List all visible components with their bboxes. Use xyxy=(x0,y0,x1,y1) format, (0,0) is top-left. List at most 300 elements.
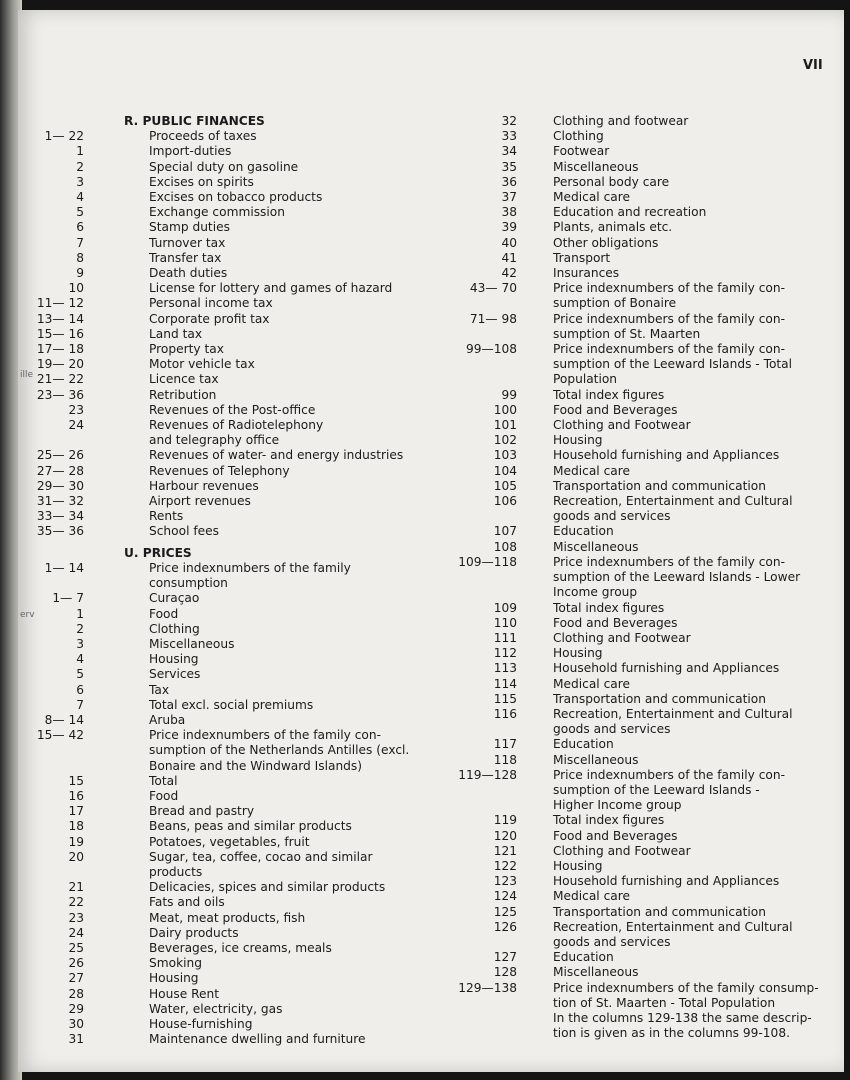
entry-label: Clothing and footwear xyxy=(553,114,689,128)
section-heading: R. PUBLIC FINANCES xyxy=(124,114,265,128)
entry-label: Household furnishing and Appliances xyxy=(553,448,780,463)
column-number: 120 xyxy=(493,828,517,843)
entry-label: Higher Income group xyxy=(553,798,682,813)
entry-label: Bonaire and the Windward Islands) xyxy=(149,758,363,773)
entry-label: Curaçao xyxy=(149,591,200,606)
column-number: 35— 36 xyxy=(36,524,84,539)
entry-label: Medical care xyxy=(553,676,630,691)
index-row xyxy=(36,220,409,235)
index-row xyxy=(36,418,409,433)
index-row xyxy=(36,357,409,372)
index-row xyxy=(36,591,409,606)
entry-label: Housing xyxy=(553,646,603,661)
column-number: 128 xyxy=(493,965,517,980)
entry-label: Price indexnumbers of the family con- xyxy=(553,281,786,296)
entry-label: Beans, peas and similar products xyxy=(149,819,352,834)
index-row xyxy=(36,190,409,205)
column-number: 7 xyxy=(76,235,84,250)
column-number: 18 xyxy=(68,819,84,834)
index-row xyxy=(423,160,819,175)
entry-label: Total index figures xyxy=(553,813,665,828)
entry-label: Excises on tobacco products xyxy=(149,190,323,205)
index-row xyxy=(36,576,409,591)
entry-label: Dairy products xyxy=(149,925,239,940)
index-row xyxy=(36,144,409,159)
entry-label: Other obligations xyxy=(553,235,659,250)
index-row xyxy=(36,895,409,910)
entry-label: Recreation, Entertainment and Cultural xyxy=(553,919,793,934)
column-number: 19— 20 xyxy=(36,357,84,372)
entry-label: Price indexnumbers of the family con- xyxy=(149,728,382,743)
index-row xyxy=(423,464,819,479)
left-column xyxy=(36,114,409,1047)
column-number: 106 xyxy=(493,494,517,509)
entry-label: Total index figures xyxy=(553,600,665,615)
column-number: 15— 16 xyxy=(36,326,84,341)
index-row xyxy=(36,342,409,357)
entry-label: In the columns 129-138 the same descrip- xyxy=(553,1010,812,1025)
column-number: 129—138 xyxy=(458,980,517,995)
column-number: 112 xyxy=(493,646,517,661)
column-number: 108 xyxy=(493,539,517,554)
entry-label: Meat, meat products, fish xyxy=(149,910,306,925)
column-number: 23— 36 xyxy=(36,387,84,402)
column-number: 121 xyxy=(493,843,517,858)
entry-label: sumption of the Leeward Islands - Total xyxy=(553,357,793,372)
index-row xyxy=(36,835,409,850)
index-row xyxy=(423,920,819,935)
column-number: 28 xyxy=(68,986,84,1001)
entry-label: Transfer tax xyxy=(149,250,222,265)
entry-label: sumption of Bonaire xyxy=(553,296,677,311)
index-row xyxy=(423,281,819,296)
column-number: 110 xyxy=(493,615,517,630)
column-number: 29 xyxy=(68,1001,84,1016)
index-row xyxy=(423,190,819,205)
entry-label: Footwear xyxy=(553,144,610,159)
entry-label: Price indexnumbers of the family xyxy=(149,560,351,575)
index-row xyxy=(36,175,409,190)
index-row xyxy=(423,403,819,418)
column-number xyxy=(36,759,84,774)
column-number: 42 xyxy=(501,266,517,281)
column-number: 8 xyxy=(76,250,84,265)
entry-label: Food xyxy=(149,788,179,803)
index-row xyxy=(423,175,819,190)
entry-label: Total xyxy=(149,773,178,788)
index-row xyxy=(36,971,409,986)
index-row xyxy=(423,783,819,798)
column-number: 27 xyxy=(68,971,84,986)
index-row xyxy=(36,941,409,956)
index-row xyxy=(36,448,409,463)
index-row xyxy=(423,114,819,129)
index-row xyxy=(423,965,819,980)
column-number: 26 xyxy=(68,956,84,971)
column-number: 119 xyxy=(493,813,517,828)
index-row xyxy=(423,479,819,494)
entry-label: Miscellaneous xyxy=(553,539,639,554)
index-row xyxy=(423,327,819,342)
entry-label: Turnover tax xyxy=(149,235,226,250)
index-row xyxy=(423,981,819,996)
column-number: 17 xyxy=(68,804,84,819)
section-heading: U. PRICES xyxy=(124,545,192,560)
entry-label: Price indexnumbers of the family con- xyxy=(553,554,786,569)
entry-label: Food and Beverages xyxy=(553,828,678,843)
column-number xyxy=(423,935,517,950)
index-row xyxy=(423,388,819,403)
entry-label: Potatoes, vegetables, fruit xyxy=(149,834,310,849)
column-number: 1— 14 xyxy=(44,560,84,575)
column-number xyxy=(423,570,517,585)
entry-label: Proceeds of taxes xyxy=(149,129,257,144)
section-heading-row xyxy=(36,546,409,561)
entry-label: Land tax xyxy=(149,326,203,341)
index-row xyxy=(36,880,409,895)
index-row xyxy=(36,403,409,418)
index-row xyxy=(423,205,819,220)
column-number: 34 xyxy=(501,144,517,159)
column-number: 22 xyxy=(68,895,84,910)
entry-label: Aruba xyxy=(149,712,186,727)
column-number: 10 xyxy=(68,281,84,296)
entry-label: sumption of the Leeward Islands - Lower xyxy=(553,570,801,585)
entry-label: Miscellaneous xyxy=(553,752,639,767)
index-row xyxy=(423,448,819,463)
entry-label: Transport xyxy=(553,250,611,265)
entry-label: Total excl. social premiums xyxy=(149,697,314,712)
column-number: 104 xyxy=(493,463,517,478)
entry-label: Corporate profit tax xyxy=(149,311,270,326)
entry-label: Medical care xyxy=(553,463,630,478)
index-row xyxy=(36,433,409,448)
column-number: 43— 70 xyxy=(469,281,517,296)
entry-label: sumption of the Leeward Islands - xyxy=(553,782,760,797)
index-row xyxy=(423,372,819,387)
column-number: 99—108 xyxy=(466,342,517,357)
entry-label: Clothing and Footwear xyxy=(553,843,691,858)
column-number: 119—128 xyxy=(458,767,517,782)
column-number: 2 xyxy=(76,159,84,174)
column-number: 31 xyxy=(68,1032,84,1047)
entry-label: Tax xyxy=(149,682,170,697)
column-number: 25— 26 xyxy=(36,448,84,463)
entry-label: Clothing xyxy=(553,129,604,144)
column-number: 100 xyxy=(493,402,517,417)
index-row xyxy=(36,509,409,524)
entry-label: Price indexnumbers of the family con- xyxy=(553,311,786,326)
column-number xyxy=(423,996,517,1011)
column-number xyxy=(423,1011,517,1026)
margin-fragment: ille xyxy=(20,370,34,380)
index-row xyxy=(36,312,409,327)
column-number: 5 xyxy=(76,667,84,682)
index-row xyxy=(423,540,819,555)
entry-label: School fees xyxy=(149,524,219,539)
entry-label: Services xyxy=(149,667,201,682)
column-number xyxy=(423,357,517,372)
page-number: VII xyxy=(803,58,823,73)
entry-label: Medical care xyxy=(553,889,630,904)
entry-label: Revenues of water- and energy industries xyxy=(149,448,404,463)
column-number: 123 xyxy=(493,874,517,889)
column-number: 1 xyxy=(76,606,84,621)
entry-label: Total index figures xyxy=(553,387,665,402)
column-number: 117 xyxy=(493,737,517,752)
index-row xyxy=(423,844,819,859)
index-row xyxy=(36,1002,409,1017)
index-row xyxy=(423,494,819,509)
column-number xyxy=(423,296,517,311)
entry-label: Food and Beverages xyxy=(553,402,678,417)
index-row xyxy=(36,494,409,509)
entry-label: Income group xyxy=(553,585,638,600)
column-number xyxy=(423,1026,517,1041)
column-number: 31— 32 xyxy=(36,494,84,509)
index-row xyxy=(36,479,409,494)
index-row xyxy=(423,251,819,266)
index-row xyxy=(423,601,819,616)
entry-label: Special duty on gasoline xyxy=(149,159,299,174)
column-number: 5 xyxy=(76,205,84,220)
column-number: 4 xyxy=(76,652,84,667)
entry-label: Population xyxy=(553,372,618,387)
index-row xyxy=(36,926,409,941)
column-number xyxy=(423,798,517,813)
index-row xyxy=(423,357,819,372)
entry-label: Sugar, tea, coffee, cocao and similar xyxy=(149,849,373,864)
column-number: 23 xyxy=(68,402,84,417)
column-number: 11— 12 xyxy=(36,296,84,311)
index-row xyxy=(423,889,819,904)
document-page xyxy=(18,10,844,1072)
entry-label: Beverages, ice creams, meals xyxy=(149,940,332,955)
index-row xyxy=(423,753,819,768)
index-row xyxy=(423,661,819,676)
entry-label: Harbour revenues xyxy=(149,478,259,493)
entry-label: Rents xyxy=(149,509,184,524)
index-row xyxy=(36,713,409,728)
index-row xyxy=(423,1026,819,1041)
column-number xyxy=(423,327,517,342)
index-row xyxy=(36,129,409,144)
column-number: 39 xyxy=(501,220,517,235)
entry-label: Revenues of the Post-office xyxy=(149,402,316,417)
column-number: 36 xyxy=(501,174,517,189)
entry-label: Delicacies, spices and similar products xyxy=(149,880,386,895)
index-row xyxy=(36,743,409,758)
index-row xyxy=(36,819,409,834)
column-number: 8— 14 xyxy=(44,712,84,727)
entry-label: Education xyxy=(553,737,614,752)
entry-label: goods and services xyxy=(553,934,671,949)
entry-label: Transportation and communication xyxy=(553,478,766,493)
entry-label: Death duties xyxy=(149,266,228,281)
index-row xyxy=(423,874,819,889)
column-number: 6 xyxy=(76,220,84,235)
column-number: 107 xyxy=(493,524,517,539)
entry-label: Motor vehicle tax xyxy=(149,357,255,372)
margin-fragment: erv xyxy=(20,610,35,620)
entry-label: Import-duties xyxy=(149,144,232,159)
index-row xyxy=(423,1011,819,1026)
entry-label: tion is given as in the columns 99-108. xyxy=(553,1026,790,1041)
column-number xyxy=(36,865,84,880)
entry-label: products xyxy=(149,864,203,879)
entry-label: Housing xyxy=(553,433,603,448)
index-row xyxy=(423,829,819,844)
column-number: 103 xyxy=(493,448,517,463)
index-row xyxy=(36,372,409,387)
column-number: 15 xyxy=(68,773,84,788)
column-number xyxy=(423,722,517,737)
column-number: 33— 34 xyxy=(36,509,84,524)
column-number xyxy=(423,783,517,798)
column-number xyxy=(36,546,84,561)
entry-label: Personal income tax xyxy=(149,296,273,311)
index-row xyxy=(423,342,819,357)
column-number: 4 xyxy=(76,190,84,205)
entry-label: Education xyxy=(553,950,614,965)
entry-label: Transportation and communication xyxy=(553,691,766,706)
column-number: 17— 18 xyxy=(36,342,84,357)
entry-label: Revenues of Radiotelephony xyxy=(149,418,324,433)
column-number: 24 xyxy=(68,418,84,433)
column-number: 15— 42 xyxy=(36,728,84,743)
index-row xyxy=(423,509,819,524)
column-number: 1— 22 xyxy=(44,129,84,144)
entry-label: Water, electricity, gas xyxy=(149,1001,283,1016)
entry-label: Plants, animals etc. xyxy=(553,220,673,235)
entry-label: Maintenance dwelling and furniture xyxy=(149,1032,366,1047)
entry-label: Revenues of Telephony xyxy=(149,463,290,478)
column-number: 101 xyxy=(493,418,517,433)
right-column xyxy=(423,114,819,1041)
index-row xyxy=(423,555,819,570)
entry-label: Miscellaneous xyxy=(553,159,639,174)
index-row xyxy=(423,905,819,920)
entry-label: Clothing xyxy=(149,621,200,636)
entry-label: Household furnishing and Appliances xyxy=(553,874,780,889)
index-row xyxy=(36,464,409,479)
index-row xyxy=(36,607,409,622)
entry-label: sumption of St. Maarten xyxy=(553,326,701,341)
column-number: 23 xyxy=(68,910,84,925)
column-number: 30 xyxy=(68,1016,84,1031)
index-row xyxy=(423,144,819,159)
column-number: 114 xyxy=(493,676,517,691)
index-row xyxy=(423,798,819,813)
entry-label: Miscellaneous xyxy=(553,965,639,980)
column-number xyxy=(36,576,84,591)
entry-label: goods and services xyxy=(553,722,671,737)
index-row xyxy=(423,813,819,828)
section-heading-row xyxy=(36,114,409,129)
entry-label: House-furnishing xyxy=(149,1016,253,1031)
index-row xyxy=(36,622,409,637)
column-number: 124 xyxy=(493,889,517,904)
entry-label: Airport revenues xyxy=(149,494,251,509)
column-number xyxy=(423,372,517,387)
entry-label: and telegraphy office xyxy=(149,433,280,448)
index-row xyxy=(423,236,819,251)
index-row xyxy=(36,804,409,819)
column-number: 16 xyxy=(68,788,84,803)
entry-label: License for lottery and games of hazard xyxy=(149,281,393,296)
index-row xyxy=(36,205,409,220)
column-number: 71— 98 xyxy=(469,311,517,326)
column-number: 38 xyxy=(501,205,517,220)
index-row xyxy=(36,987,409,1002)
entry-label: Clothing and Footwear xyxy=(553,630,691,645)
column-number xyxy=(423,509,517,524)
column-number: 2 xyxy=(76,621,84,636)
index-row xyxy=(36,774,409,789)
index-row xyxy=(423,220,819,235)
column-number: 20 xyxy=(68,849,84,864)
column-number: 102 xyxy=(493,433,517,448)
entry-label: Exchange commission xyxy=(149,205,285,220)
entry-label: Household furnishing and Appliances xyxy=(553,661,780,676)
index-row xyxy=(36,865,409,880)
entry-label: sumption of the Netherlands Antilles (excl. xyxy=(149,743,410,758)
index-row xyxy=(423,859,819,874)
index-row xyxy=(36,1032,409,1047)
index-row xyxy=(36,266,409,281)
index-row xyxy=(36,683,409,698)
index-row xyxy=(36,698,409,713)
column-number: 113 xyxy=(493,661,517,676)
column-number: 19 xyxy=(68,834,84,849)
index-row xyxy=(36,728,409,743)
column-number: 109—118 xyxy=(458,554,517,569)
entry-label: Smoking xyxy=(149,956,202,971)
entry-label: Food and Beverages xyxy=(553,615,678,630)
column-number: 25 xyxy=(68,940,84,955)
index-row xyxy=(423,296,819,311)
column-number: 37 xyxy=(501,190,517,205)
column-number xyxy=(36,433,84,448)
column-number: 1 xyxy=(76,144,84,159)
index-row xyxy=(423,646,819,661)
column-number: 41 xyxy=(501,250,517,265)
index-row xyxy=(36,667,409,682)
entry-label: Excises on spirits xyxy=(149,174,254,189)
index-row xyxy=(423,616,819,631)
column-number xyxy=(36,743,84,758)
entry-label: Education and recreation xyxy=(553,205,707,220)
index-row xyxy=(36,652,409,667)
column-number: 35 xyxy=(501,159,517,174)
column-number: 21 xyxy=(68,880,84,895)
column-number: 6 xyxy=(76,682,84,697)
index-row xyxy=(423,737,819,752)
entry-label: Housing xyxy=(553,858,603,873)
column-number: 40 xyxy=(501,235,517,250)
index-row xyxy=(423,418,819,433)
column-number: 9 xyxy=(76,266,84,281)
column-number: 109 xyxy=(493,600,517,615)
column-number xyxy=(36,114,84,129)
index-row xyxy=(36,296,409,311)
column-number: 3 xyxy=(76,174,84,189)
column-number: 7 xyxy=(76,697,84,712)
entry-label: Price indexnumbers of the family con- xyxy=(553,342,786,357)
index-row xyxy=(423,585,819,600)
index-row xyxy=(36,281,409,296)
index-row xyxy=(36,789,409,804)
